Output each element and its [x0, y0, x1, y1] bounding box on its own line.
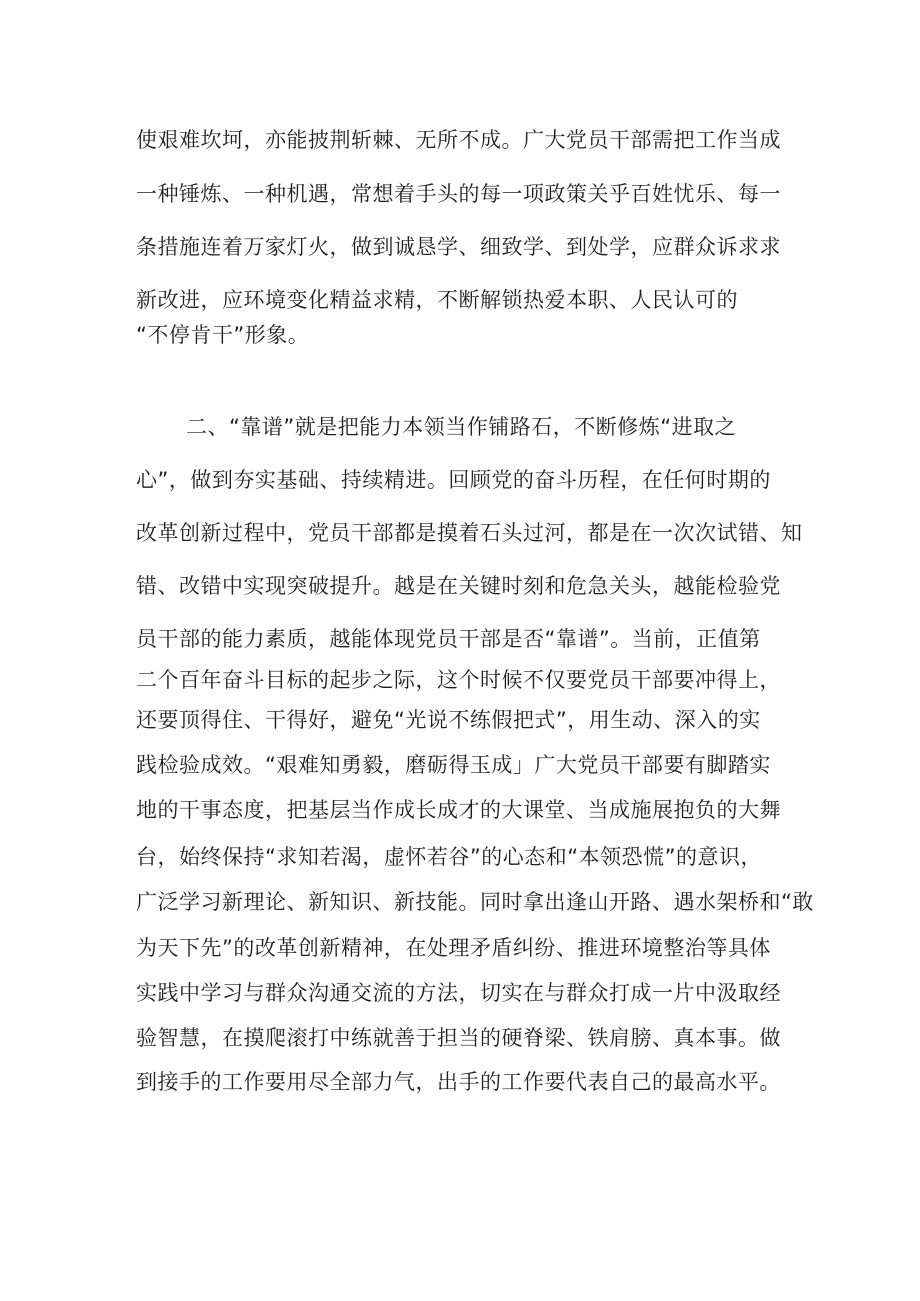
text-line: 新改进，应环境变化精益求精，不断解锁热爱本职、人民认可的 [136, 288, 738, 312]
text-line: “不停肯干”形象。 [136, 323, 310, 347]
text-line: 错、改错中实现突破提升。越是在关键时刻和危急关头，越能检验党 [136, 574, 781, 598]
text-line: 心”，做到夯实基础、持续精进。回顾党的奋斗历程，在任何时期的 [136, 468, 771, 492]
text-line: 到接手的工作要用尽全部力气，出手的工作要代表自己的最高水平。 [136, 1070, 781, 1094]
text-line: 验智慧，在摸爬滚打中练就善于担当的硬脊梁、铁肩膀、真本事。做 [136, 1026, 781, 1050]
text-line: 使艰难坎坷，亦能披荆斩棘、无所不成。广大党员干部需把工作当成 [136, 128, 781, 152]
text-line: 条措施连着万家灯火，做到诚恳学、细致学、到处学，应群众诉求求 [136, 235, 781, 259]
text-line: 二个百年奋斗目标的起步之际，这个时候不仅要党员干部要冲得上， [136, 668, 781, 692]
text-line: 广泛学习新理论、新知识、新技能。同时拿出逢山开路、遇水架桥和“敢 [136, 890, 814, 914]
text-line: 改革创新过程中，党员干部都是摸着石头过河，都是在一次次试错、知 [136, 521, 803, 545]
text-line: 员干部的能力素质，越能体现党员干部是否“靠谱”。当前，正值第 [136, 627, 761, 651]
text-line: 二、“靠谱”就是把能力本领当作铺路石，不断修炼“进取之 [186, 415, 737, 439]
text-line: 台，始终保持“求知若渴，虚怀若谷”的心态和“本领恐慌”的意识， [136, 845, 763, 869]
text-line: 还要顶得住、干得好，避免“光说不练假把式”，用生动、深入的实 [136, 708, 761, 732]
text-line: 实践中学习与群众沟通交流的方法，切实在与群众打成一片中汲取经 [136, 981, 781, 1005]
text-line: 地的干事态度，把基层当作成长成才的大课堂、当成施展抱负的大舞 [136, 798, 781, 822]
text-line: 一种锤炼、一种机遇，常想着手头的每一项政策关乎百姓忧乐、每一 [136, 182, 781, 206]
text-line: 践检验成效。“艰难知勇毅，磨砺得玉成」广大党员干部要有脚踏实 [136, 753, 771, 777]
text-line: 为天下先”的改革创新精神，在处理矛盾纠纷、推进环境整治等具体 [136, 936, 771, 960]
